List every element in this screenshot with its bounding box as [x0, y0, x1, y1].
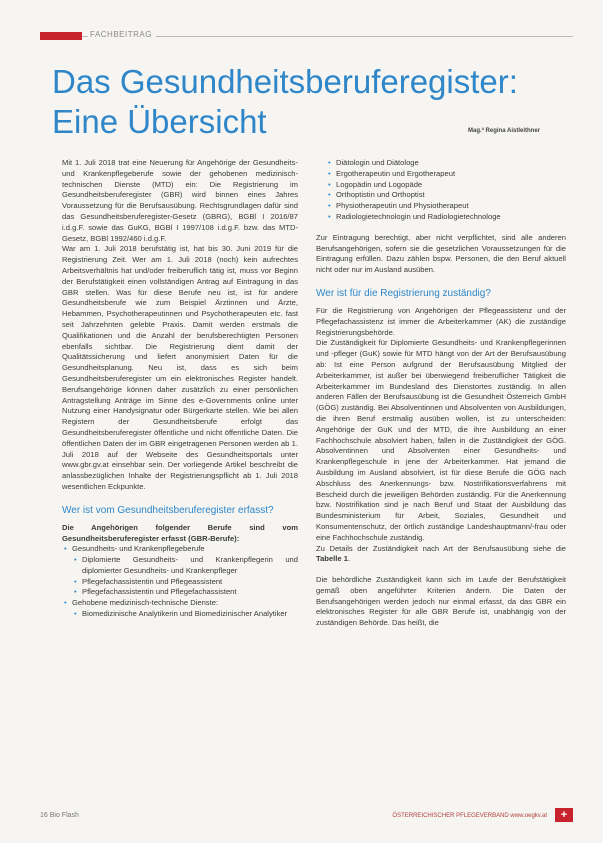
paragraph: Zur Eintragung berechtigt, aber nicht verpflichtet, sind alle anderen Berufsangehörigen, sofern sie die gesetzlichen Voraussetzungen für die Eintragung erfüllen. Dazu zählen bspw. Personen, die den Beruf aktuell nicht oder nur im Ausland ausüben.	[316, 232, 566, 275]
paragraph: War am 1. Juli 2018 berufstätig ist, hat bis 30. Juni 2019 für die Registrierung Zeit. Wer am 1. Juli 2018 (noch) kein aufrechtes Arbeitsverhältnis hat und/oder freiberuflich tätig ist, muss vor Beginn der Berufstätigkeit einen vollständigen Antrag auf Eintragung in das GBR stellen. Was für diese Berufe neu ist, ist für andere Gesundheitsberufe wie zum Beispiel Ärztinnen und Ärzte, Hebammen, Psychotherapeutinnen und Psychotherapeuten etc. fast seit Jahrzehnten gelebte Praxis. Damit werden erstmals die Qualifikationen und die Anzahl der berufsberechtigten Personen ebenfalls sichtbar. Die Registrierung dient damit der Qualitätssicherung und liefert anonymisiert Daten für die Gesundheitsplanung. Neu ist, dass es sich beim Gesundheitsberuferegister um ein elektronisches Register handelt. Berufsangehörige können daher zusätzlich zu einer persönlichen Antragstellung Anträge im Sinne des e-Governments online unter Nutzung einer Handysignatur oder Bürgerkarte stellen. Wie bei allen Registern der Gesundheitsberufe erfolgt das Gesundheitsberuferegister öffentliche und nicht öffentliche Daten. Die öffentlichen Daten der im GBR eingetragenen Personen werden ab 1. Juli 2018 auf der Webseite des Gesundheitsportals unter www.gbr.gv.at einsehbar sein. Der vorliegende Artikel beschreibt die anlassbezüglichen Inhalte der Registrierungspflicht ab 1. Juli 2018 wesentlichen Eckpunkte.	[62, 244, 298, 491]
list-item: • Radiologietechnologin und Radiologietechnologe	[316, 212, 566, 223]
right-column	[316, 158, 566, 629]
list-item: • Orthoptistin und Orthoptist	[316, 190, 566, 201]
left-column	[62, 158, 298, 620]
sub-list	[316, 158, 566, 223]
section-header	[40, 30, 573, 40]
author-byline: Mag.ª Regina Aistleithner	[468, 128, 541, 134]
section-heading: Wer ist vom Gesundheitsberuferegister erfasst?	[62, 504, 274, 516]
paragraph: Mit 1. Juli 2018 trat eine Neuerung für Angehörige der Gesundheits- und Krankenpflegeberufe sowie der gehobenen medizinisch-technischen Dienste (MTD) ein: Die Registrierung im Gesundheitsberuferegister (GBR) wird binnen eines Jahres Voraussetzung für die Berufsausübung. Rechtsgrundlagen dafür sind das Gesundheitsberuferegister-Gesetz (GBRG), BGBl I 2016/87 i.d.g.F. sowie das GuKG, BGBl I 1997/108 i.d.g.F. bzw. das MTD-Gesetz, BGBl 1992/460 i.d.g.F.	[62, 158, 298, 243]
paragraph-text: .	[347, 554, 351, 564]
paragraph: Die behördliche Zuständigkeit kann sich im Laufe der Berufstätigkeit gemäß oben angeführter Kriterien ändern. Die Daten der Berufsangehörigen werden jedoch nur einmal erfasst, da das GBR ein elektronisches Register für alle GBR Berufe ist, unabhängig von der zuständigen Behörde. Das heißt, die	[316, 575, 566, 628]
title-line-2: Eine Übersicht	[52, 103, 267, 140]
header-color-block	[40, 32, 82, 40]
profession-list	[62, 598, 298, 609]
paragraph-text: Zu Details der Zuständigkeit nach Art der Berufsausübung siehe die	[316, 543, 566, 553]
paragraph: Die Zuständigkeit für Diplomierte Gesundheits- und Krankenpflegerinnen und -pfleger (GuK) sowie für MTD hängt von der Art der Berufsausübung ab: Ist eine Person aufgrund der Berufsausübung Mitglied der Arbeiterkammer, ist außer bei überwiegend freiberuflicher Tätigkeit die Arbeiterkammer im Bundesland des Dienstortes zuständig. In allen anderen Fällen der Berufsausübung ist die Gesundheit Österreich GmbH (GÖG) zuständig. Bei Absolventinnen und Absolventen von Ausbildungen, die ihren Beruf erstmalig ausüben wollen, ist zu unterscheiden: Angehörige der GuK und der MTD, die ihre Ausbildung an einer Fachhochschule absolviert haben, fallen in die Zuständigkeit der GÖG. Absolventinnen und Absolventen einer Gesundheits- und Krankenpflegeschule in jene der Arbeiterkammer. Hat jemand die Ausbildung im Ausland absolviert, ist für diese Berufe die GÖG nach Abschluss des Anerkennungs- bzw. Nostrifikationsverfahrens mit Bescheid durch die jeweiligen Behörden zuständig. Für die Anerkennung bzw. Nostrifikation sind je nach Beruf und Staat der Ausbildung das Bundesministerium für Arbeit, Soziales, Gesundheit und Konsumentenschutz, der örtlich zuständige Landeshauptmann/-frau oder eine Fachhochschule zuständig.	[316, 338, 566, 542]
list-item: • Ergotherapeutin und Ergotherapeut	[316, 169, 566, 180]
page-footer	[40, 808, 573, 824]
profession-list	[62, 544, 298, 555]
list-item: • Pflegefachassistentin und Pflegeassistent	[62, 577, 298, 588]
list-item: • Gesundheits- und Krankenpflegeberufe	[62, 544, 298, 555]
list-item: • Pflegefachassistentin und Pflegefachassistent	[62, 587, 298, 598]
section-heading: Wer ist für die Registrierung zuständig?	[316, 287, 491, 299]
list-item: • Diätologin und Diätologe	[316, 158, 566, 169]
sub-list	[62, 609, 298, 620]
list-intro: Die Angehörigen folgender Berufe sind vom Gesundheitsberuferegister erfasst (GBR-Berufe):	[62, 522, 298, 543]
sub-list	[62, 555, 298, 598]
table-reference: Tabelle 1	[316, 554, 348, 564]
article-title	[52, 62, 532, 142]
list-item: • Diplomierte Gesundheits- und Krankenpflegerin und diplomierter Gesundheits- und Krankenpfleger	[62, 555, 298, 577]
footer-credit: ÖSTERREICHISCHER PFLEGEVERBAND www.oegkv.at	[392, 813, 547, 819]
paragraph: Für die Registrierung von Angehörigen der Pflegeassistenz und der Pflegefachassistenz ist immer die Arbeiterkammer (AK) die zuständige Registrierungsbehörde.	[316, 305, 566, 337]
list-item: • Gehobene medizinisch-technische Dienste:	[62, 598, 298, 609]
page-number: 16 Bio Flash	[40, 812, 79, 819]
list-item: • Biomedizinische Analytikerin und Biomedizinischer Analytiker	[62, 609, 298, 620]
paragraph	[316, 544, 566, 566]
section-label: FACHBEITRAG	[88, 30, 156, 40]
cross-logo-icon: +	[555, 808, 573, 822]
title-line-1: Das Gesundheitsberuferegister:	[52, 63, 518, 100]
list-item: • Physiotherapeutin und Physiotherapeut	[316, 201, 566, 212]
list-item: • Logopädin und Logopäde	[316, 180, 566, 191]
